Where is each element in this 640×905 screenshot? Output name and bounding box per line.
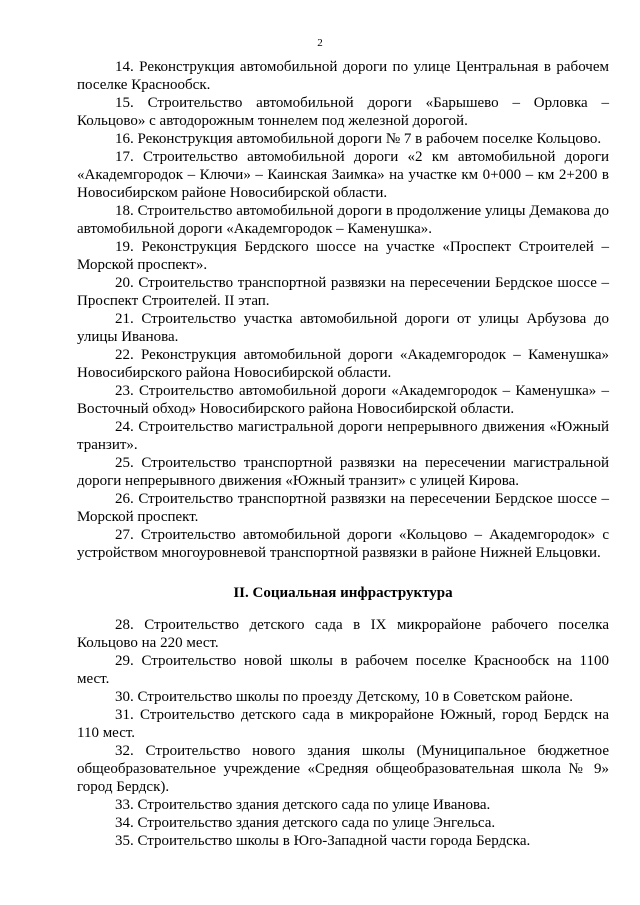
list-item: 35. Строительство школы в Юго-Западной части города Бердска.	[115, 833, 531, 849]
list-item: 25. Строительство транспортной развязки на пересечении магистральной дороги непрерывного движения «Южный транзит» с улицей Кирова.	[77, 455, 609, 489]
list-item: 16. Реконструкция автомобильной дороги № 7 в рабочем поселке Кольцово.	[115, 131, 602, 147]
list-item: 28. Строительство детского сада в IX микрорайоне рабочего поселка Кольцово на 220 мест.	[77, 617, 609, 651]
list-item: 34. Строительство здания детского сада по улице Энгельса.	[115, 815, 496, 831]
list-item: 19. Реконструкция Бердского шоссе на участке «Проспект Строителей – Морской проспект».	[77, 239, 609, 273]
list-item: 22. Реконструкция автомобильной дороги «Академгородок – Каменушка» Новосибирского района Новосибирской области.	[77, 347, 609, 381]
section-title: II. Социальная инфраструктура	[233, 585, 453, 601]
list-item: 21. Строительство участка автомобильной дороги от улицы Арбузова до улицы Иванова.	[77, 311, 609, 345]
list-item: 26. Строительство транспортной развязки на пересечении Бердское шоссе – Морской проспект.	[77, 491, 609, 525]
list-item: 31. Строительство детского сада в микрорайоне Южный, город Бердск на 110 мест.	[77, 707, 609, 741]
list-item: 17. Строительство автомобильной дороги «2 км автомобильной дороги «Академгородок – Ключи» – Каинская Заимка» на участке км 0+000 – км 2+200 в Новосибирском районе Новосибирской области.	[77, 149, 609, 201]
list-item: 15. Строительство автомобильной дороги «Барышево – Орловка – Кольцово» с автодорожным тоннелем под железной дорогой.	[77, 95, 609, 129]
list-item: 24. Строительство магистральной дороги непрерывного движения «Южный транзит».	[77, 419, 609, 453]
document-body	[77, 58, 609, 850]
list-item: 32. Строительство нового здания школы (Муниципальное бюджетное общеобразовательное учреждение «Средняя общеобразовательная школа № 9» город Бердск).	[77, 743, 609, 795]
list-item: 30. Строительство школы по проезду Детскому, 10 в Советском районе.	[115, 689, 574, 705]
list-item: 23. Строительство автомобильной дороги «Академгородок – Каменушка» – Восточный обход» Новосибирского района Новосибирской области.	[77, 383, 609, 417]
list-item: 18. Строительство автомобильной дороги в продолжение улицы Демакова до автомобильной дороги «Академгородок – Каменушка».	[77, 203, 609, 237]
list-item: 29. Строительство новой школы в рабочем поселке Краснообск на 1100 мест.	[77, 653, 609, 687]
list-item: 27. Строительство автомобильной дороги «Кольцово – Академгородок» с устройством многоуровневой транспортной развязки в районе Нижней Ельцовки.	[77, 527, 609, 561]
page-number: 2	[317, 37, 323, 49]
list-item: 14. Реконструкция автомобильной дороги по улице Центральная в рабочем поселке Краснообск.	[77, 59, 609, 93]
list-item: 33. Строительство здания детского сада по улице Иванова.	[115, 797, 491, 813]
list-item: 20. Строительство транспортной развязки на пересечении Бердское шоссе – Проспект Строителей. II этап.	[77, 275, 609, 309]
